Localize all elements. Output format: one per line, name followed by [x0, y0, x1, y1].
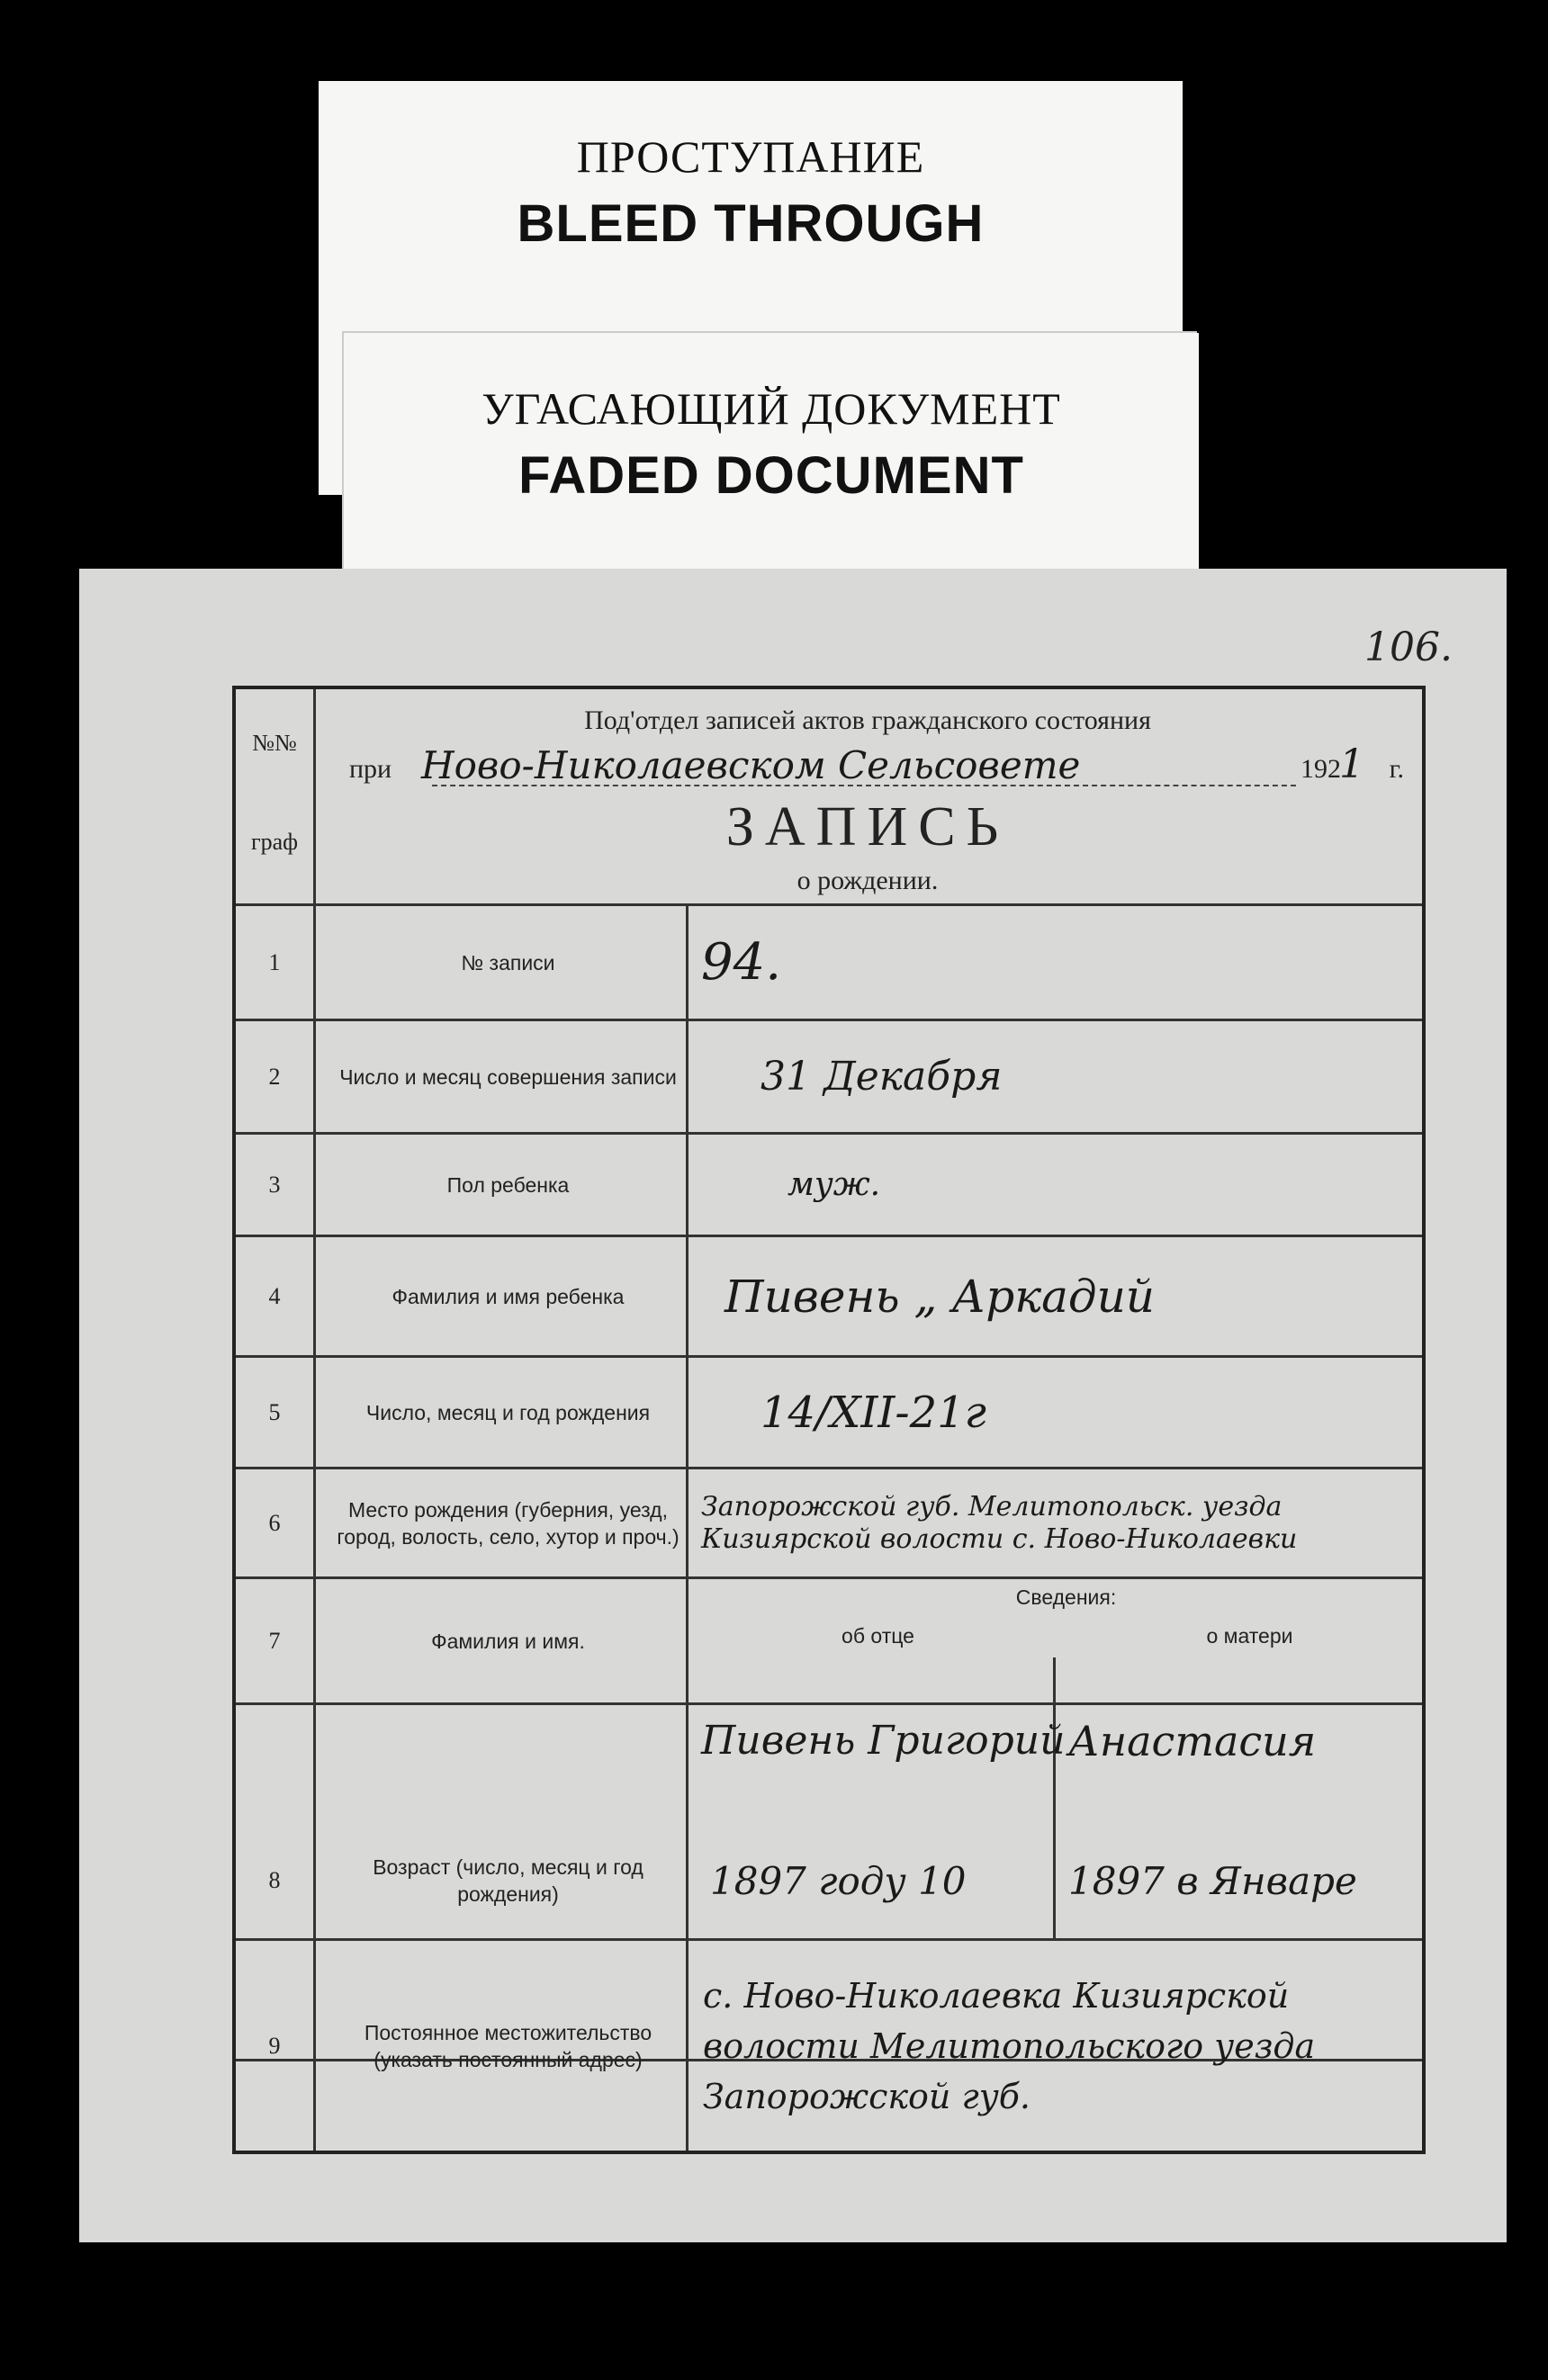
bleed-through-ru: ПРОСТУПАНИЕ	[576, 131, 925, 182]
birth-date-value: 14/XII-21г	[760, 1387, 986, 1438]
residence-value: с. Ново-Николаевка Кизиярской волости Мелитопольского уезда Запорожской губ.	[703, 1975, 1316, 2116]
record-number-value: 94.	[701, 933, 782, 992]
faded-document-ru: УГАСАЮЩИЙ ДОКУМЕНТ	[482, 383, 1061, 434]
year-handwritten: 1	[1339, 741, 1364, 787]
child-name-value: Пивень „ Аркадий	[724, 1270, 1155, 1323]
numbers-label: №№	[252, 730, 297, 756]
record-title: ЗАПИСЬ	[725, 796, 1010, 858]
father-age-value: 1897 году 10	[710, 1859, 967, 1903]
row-number: 7	[268, 1627, 281, 1654]
row-label: Место рождения (губерния, уезд, город, волость, село, хутор и проч.)	[337, 1497, 680, 1549]
mother-column-label: о матери	[1206, 1624, 1293, 1648]
faded-document-en: FADED DOCUMENT	[518, 446, 1024, 505]
row-label: Возраст (число, месяц и год рождения)	[373, 1855, 644, 1906]
record-sheet	[79, 569, 1507, 2242]
row-label: Число, месяц и год рождения	[365, 1400, 651, 1424]
child-sex-value: муж.	[788, 1166, 881, 1203]
row-number: 2	[268, 1063, 281, 1090]
row-label: Фамилия и имя ребенка	[392, 1284, 625, 1308]
birth-place-value: Запорожской губ. Мелитопольск. уезда Кизиярской волости с. Ново-Николаевки	[701, 1490, 1298, 1555]
mother-age-value: 1897 в Январе	[1068, 1859, 1357, 1903]
subdepartment-title: Под'отдел записей актов гражданского состояния	[584, 705, 1151, 735]
row-number: 9	[268, 2032, 281, 2059]
row-label: Число и месяц совершения записи	[339, 1064, 677, 1089]
council-handwritten: Ново-Николаевском Сельсовете	[421, 743, 1081, 787]
mother-name-value: Анастасия	[1068, 1717, 1317, 1765]
record-subtitle: о рождении.	[796, 866, 939, 895]
year-prefix: 192	[1300, 754, 1341, 784]
pri-label: при	[349, 754, 392, 784]
row-number: 8	[268, 1867, 281, 1893]
record-date-value: 31 Декабря	[760, 1054, 1003, 1100]
graf-label: граф	[250, 829, 299, 855]
row-label: Фамилия и имя.	[431, 1629, 585, 1653]
page-number: 106.	[1364, 624, 1453, 670]
row-label: Постоянное местожительство (указать постоянный адрес)	[364, 2020, 652, 2071]
council-line	[313, 743, 1422, 788]
year-suffix: г.	[1389, 754, 1404, 784]
row-label: Пол ребенка	[446, 1172, 570, 1197]
father-column-label: об отце	[842, 1624, 914, 1648]
row-number: 1	[268, 948, 281, 975]
father-name-value: Пивень Григорий	[701, 1718, 1066, 1764]
bleed-through-en: BLEED THROUGH	[517, 194, 985, 253]
row-number: 6	[268, 1509, 281, 1536]
info-label: Сведения:	[1015, 1585, 1117, 1609]
row-number: 5	[268, 1398, 281, 1425]
birth-record-form	[232, 686, 1426, 2154]
faded-document-card	[344, 333, 1199, 576]
row-number: 3	[268, 1171, 281, 1198]
row-label: № записи	[461, 950, 555, 974]
row-number: 4	[268, 1282, 281, 1309]
